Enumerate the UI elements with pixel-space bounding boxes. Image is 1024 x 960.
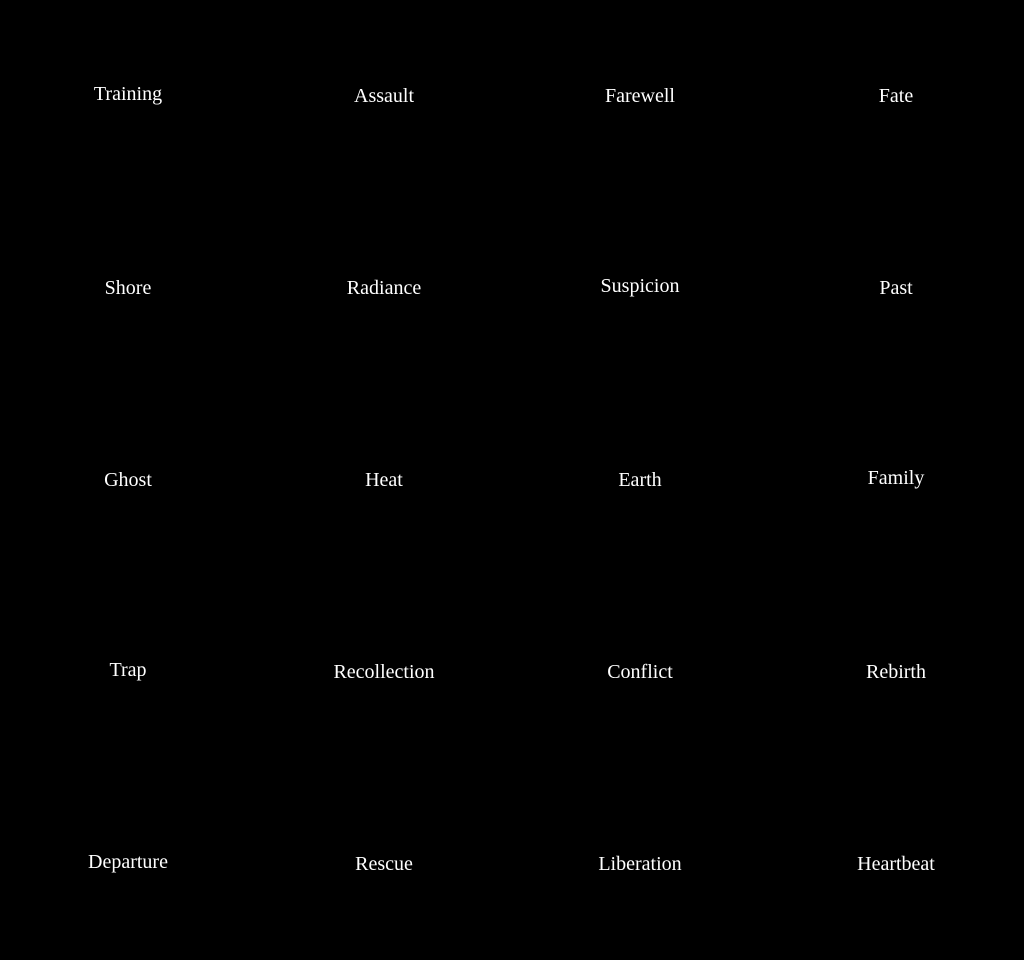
- word-label: Heat: [365, 469, 403, 491]
- grid-cell: [256, 384, 512, 576]
- word-label: Radiance: [346, 277, 422, 299]
- word-label: Suspicion: [600, 275, 680, 297]
- word-label: Training: [93, 83, 163, 105]
- grid-cell: [256, 768, 512, 960]
- grid-cell: [768, 768, 1024, 960]
- word-label: Past: [879, 277, 913, 299]
- grid-cell: [0, 768, 256, 960]
- word-label: Earth: [618, 469, 662, 491]
- grid-cell: [256, 576, 512, 768]
- word-label: Ghost: [104, 469, 152, 491]
- grid-cell: [768, 0, 1024, 192]
- grid-cell: [0, 384, 256, 576]
- word-label: Family: [867, 467, 925, 489]
- grid-cell: [256, 0, 512, 192]
- grid-cell: [512, 768, 768, 960]
- word-label: Farewell: [605, 85, 675, 107]
- word-label: Rebirth: [866, 661, 926, 683]
- grid-cell: [256, 192, 512, 384]
- word-label: Liberation: [598, 853, 682, 875]
- word-label: Assault: [354, 85, 414, 107]
- word-label: Conflict: [607, 661, 673, 683]
- word-label: Recollection: [333, 661, 435, 683]
- word-label: Heartbeat: [857, 853, 935, 875]
- grid-cell: [768, 384, 1024, 576]
- grid-cell: [768, 576, 1024, 768]
- grid-cell: [512, 384, 768, 576]
- word-label: Rescue: [355, 853, 413, 875]
- grid-cell: [512, 0, 768, 192]
- grid-cell: [0, 576, 256, 768]
- word-label: Shore: [104, 277, 152, 299]
- grid-cell: [0, 0, 256, 192]
- grid-cell: [0, 192, 256, 384]
- word-label: Fate: [878, 85, 914, 107]
- word-label: Departure: [88, 851, 168, 873]
- grid-cell: [512, 192, 768, 384]
- word-label: Trap: [109, 659, 147, 681]
- grid-cell: [512, 576, 768, 768]
- grid-cell: [768, 192, 1024, 384]
